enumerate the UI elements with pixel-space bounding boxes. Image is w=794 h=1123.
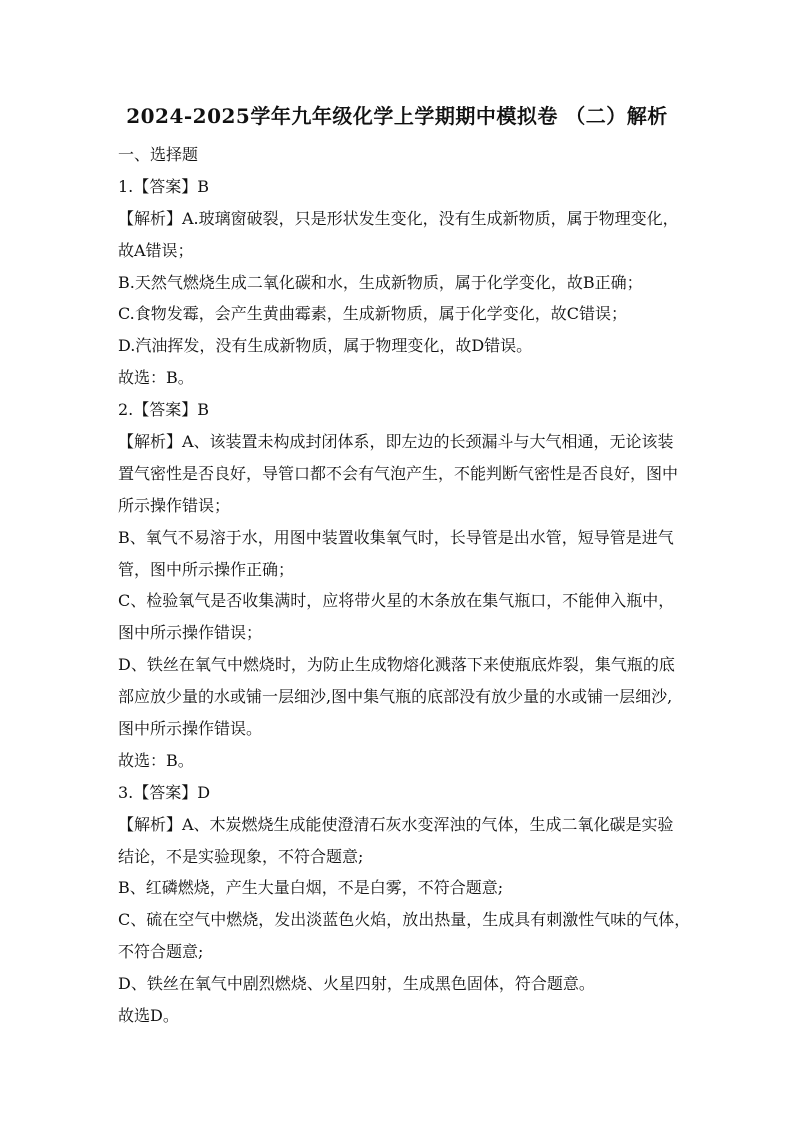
text-line: 【解析】A、该装置未构成封闭体系，即左边的长颈漏斗与大气相通，无论该装 (118, 432, 674, 452)
text-line: 【解析】A.玻璃窗破裂，只是形状发生变化，没有生成新物质，属于物理变化， (118, 208, 679, 228)
answer-line: 3.【答案】D (118, 782, 211, 802)
text-line: 置气密性是否良好，导管口都不会有气泡产生，不能判断气密性是否良好，图中 (118, 463, 679, 483)
text-line: C.食物发霉，会产生黄曲霉素，生成新物质，属于化学变化，故C错误； (118, 304, 628, 324)
text-line: B、红磷燃烧，产生大量白烟，不是白雾，不符合题意; (118, 878, 504, 898)
text-line: B、氧气不易溶于水，用图中装置收集氧气时，长导管是出水管，短导管是进气 (118, 527, 674, 547)
text-line: 故选D。 (118, 1006, 179, 1026)
answer-line: 1.【答案】B (118, 176, 210, 196)
text-line: 故A错误； (118, 240, 194, 260)
text-line: D.汽油挥发，没有生成新物质，属于物理变化，故D错误。 (118, 336, 533, 356)
answer-line: 2.【答案】B (118, 400, 210, 420)
page-title: 2024-2025学年九年级化学上学期期中模拟卷 （二）解析 (126, 104, 668, 128)
text-line: 不符合题意; (118, 942, 204, 962)
text-line: 故选：B。 (118, 368, 194, 388)
text-line: D、铁丝在氧气中剧烈燃烧、火星四射，生成黑色固体，符合题意。 (118, 974, 595, 994)
text-line: 管，图中所示操作正确； (118, 559, 295, 579)
text-line: C、硫在空气中燃烧，发出淡蓝色火焰，放出热量，生成具有刺激性气味的气体， (118, 910, 691, 930)
document-body (118, 139, 691, 1032)
text-line: 图中所示操作错误。 (118, 719, 263, 739)
text-line: 结论，不是实验现象，不符合题意; (118, 846, 364, 866)
text-line: 部应放少量的水或铺一层细沙,图中集气瓶的底部没有放少量的水或铺一层细沙, (118, 687, 673, 707)
text-line: 故选：B。 (118, 750, 194, 770)
text-line: D、铁丝在氧气中燃烧时，为防止生成物熔化溅落下来使瓶底炸裂，集气瓶的底 (118, 655, 675, 675)
text-line: C、检验氧气是否收集满时，应将带火星的木条放在集气瓶口，不能伸入瓶中， (118, 591, 675, 611)
text-line: 【解析】A、木炭燃烧生成能使澄清石灰水变浑浊的气体，生成二氧化碳是实验 (118, 814, 674, 834)
text-line: 图中所示操作错误； (118, 623, 263, 643)
section-heading: 一、选择题 (118, 145, 199, 164)
text-line: B.天然气燃烧生成二氧化碳和水，生成新物质，属于化学变化，故B正确； (118, 272, 643, 292)
text-line: 所示操作错误； (118, 495, 231, 515)
